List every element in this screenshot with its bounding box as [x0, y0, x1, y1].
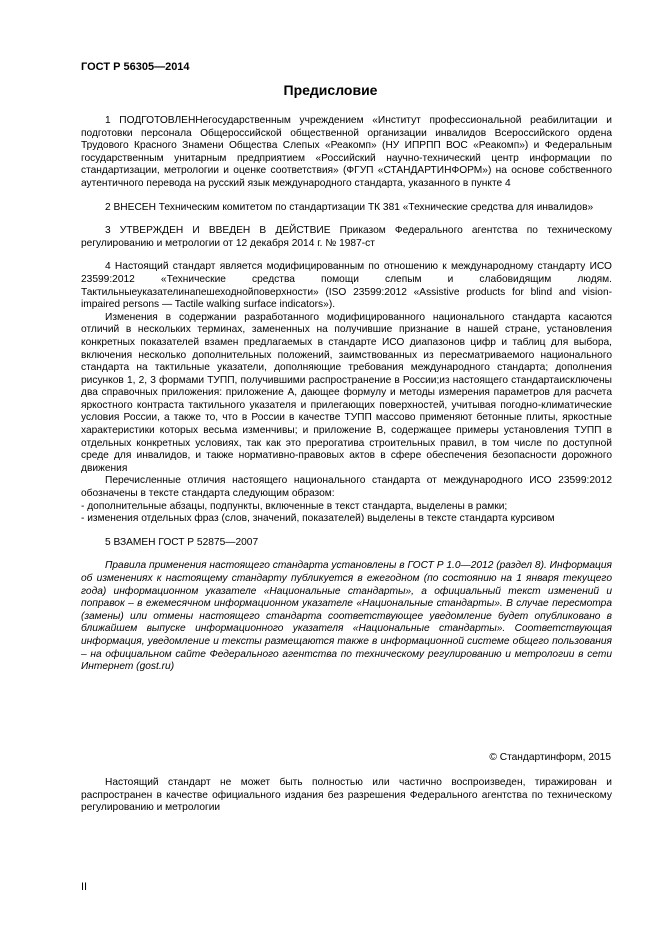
section-4: 4 Настоящий стандарт является модифицированным по отношению к международному стандарту ИСО 23599:2012 «Технические средства помощи слепым и слабовидящим людям. Тактильныеуказателинапешеходнойповерхности» (ISO 23599:2012 «Assistive products for blind and vision-impaired persons — Tactile walking surface indicators»). [81, 261, 612, 311]
section-1: 1 ПОДГОТОВЛЕННегосударственным учреждением «Институт профессиональной реабилитации и подготовки персонала Общероссийской общественной организации инвалидов Всероссийского ордена Трудового Красного Знамени Общества Слепых «Реакомп» (НУ ИПРПП ВОС «Реакомп») и Федеральным государственным унитарным предприятием «Российский научно-технический центр информации по стандартизации, метрологии и оценке соответствия» (ФГУП «СТАНДАРТИНФОРМ») на основе собственного аутентичного перевода на русский язык международного стандарта, указанного в пункте 4 [81, 115, 612, 189]
reproduction-notice: Настоящий стандарт не может быть полностью или частично воспроизведен, тиражирован и распространен в качестве официального издания без разрешения Федерального агентства по техническому регулированию и метрологии [81, 777, 612, 814]
preface-body [81, 115, 612, 674]
bullet-item: - изменения отдельных фраз (слов, значений, показателей) выделены в тексте стандарта курсивом [81, 513, 555, 525]
copyright: © Стандартинформ, 2015 [489, 752, 611, 763]
standard-id: ГОСТ Р 56305—2014 [81, 61, 190, 73]
section-5: 5 ВЗАМЕН ГОСТ Р 52875—2007 [105, 536, 259, 548]
rules-of-application: Правила применения настоящего стандарта установлены в ГОСТ Р 1.0—2012 (раздел 8). Информация об изменениях к настоящему стандарту публикуется в ежегодном (по состоянию на 1 января текущего года) информационном указателе «Национальные стандарты», а официальный текст изменений и поправок – в ежемесячном информационном указателе «Национальные стандарты». В случае пересмотра (замены) или отмены настоящего стандарта соответствующее уведомление будет опубликовано в ближайшем выпуске информационного указателя «Национальные стандарты». Соответствующая информация, уведомление и тексты размещаются также в информационной системе общего пользования – на официальном сайте Федерального агентства по техническому регулированию и метрологии в сети Интернет (gost.ru) [81, 560, 612, 673]
page-title: Предисловие [283, 82, 378, 98]
section-2: 2 ВНЕСЕН Техническим комитетом по стандартизации ТК 381 «Технические средства для инвалидов» [105, 201, 594, 213]
changes-paragraph: Изменения в содержании разработанного модифицированного национального стандарта касаются отличий в нескольких терминах, замененных на получившие признание в нашей стране, установления конкретных показателей взамен предлагаемых в стандарте ИСО диапазонов цифр и таблиц для выбора, включения несколько дополнительных положений, заимствованных из пересматриваемого национального стандарта на тактильные указатели, дополняющие требования международного стандарта; дополнения рисунков 1, 2, 3 формами ТУПП, получившими распространение в России;из настоящего стандартаисключены два справочных приложения: приложение А, дающее формулу и методы измерения параметров для расчета яркостного контраста тактильного указателя и прилегающих поверхностей, учитывая погодно-климатические условия России, а также то, что в России в качестве ТУПП массово применяют бетонные плиты, яркостные характеристики которых весьма изменчивы; и приложение В, содержащее примеры установления ТУПП в отдельных конкретных условиях, так как это прерогатива строительных правил, в том числе по доступной среде для инвалидов, и также нормативно-правовых актов в сфере обеспечения безопасности дорожного движения [81, 311, 612, 474]
section-3: 3 УТВЕРЖДЕН И ВВЕДЕН В ДЕЙСТВИЕ Приказом Федерального агентства по техническому регулированию и метрологии от 12 декабря 2014 г. № 1987-ст [81, 225, 612, 249]
reproduction-notice-block [81, 777, 612, 815]
bullet-item: - дополнительные абзацы, подпункты, включенные в текст стандарта, выделены в рамки; [81, 500, 508, 512]
page-number: II [81, 881, 88, 893]
differences-intro: Перечисленные отличия настоящего национального стандарта от международного ИСО 23599:2012 обозначены в тексте стандарта следующим образом: [81, 475, 612, 500]
